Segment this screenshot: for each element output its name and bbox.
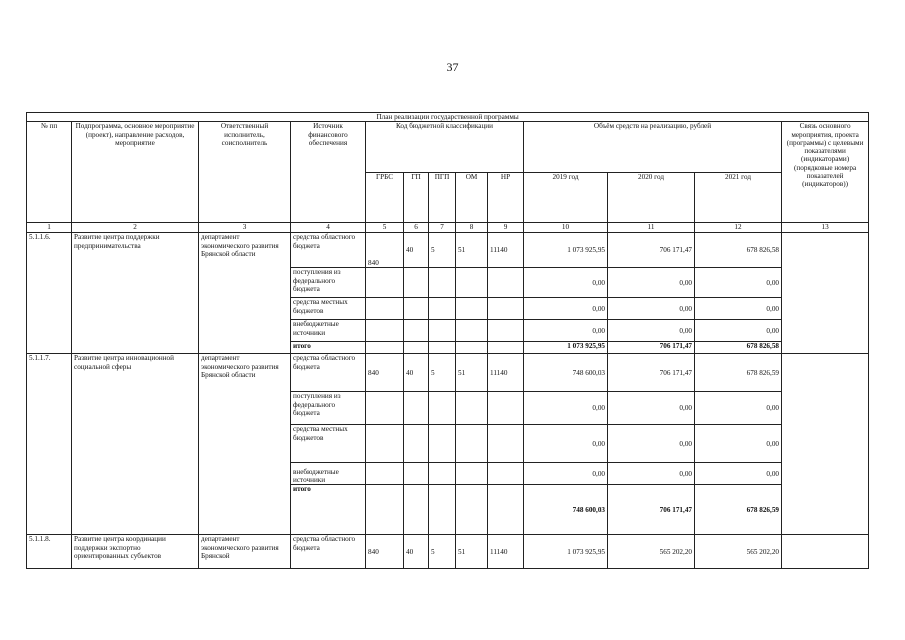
cell-2020: 706 171,47 <box>608 485 695 535</box>
row-source: поступления из федерального бюджета <box>291 268 366 298</box>
table-row <box>27 233 869 268</box>
cell-om: 51 <box>456 535 488 569</box>
cell-2021: 0,00 <box>695 298 782 320</box>
header-om: ОМ <box>456 172 488 223</box>
cell-pgp: 5 <box>429 233 456 268</box>
col-number: 5 <box>366 223 404 233</box>
row-num: 5.1.1.8. <box>27 535 72 569</box>
cell-2020: 0,00 <box>608 392 695 425</box>
row-source: средства областного бюджета <box>291 354 366 392</box>
row-num: 5.1.1.7. <box>27 354 72 535</box>
cell-link <box>782 354 869 535</box>
row-source: средства местных бюджетов <box>291 425 366 463</box>
cell-2021: 678 826,59 <box>695 485 782 535</box>
row-name: Развитие центра поддержки предпринимательства <box>72 233 199 354</box>
plan-table <box>26 112 869 569</box>
col-number: 4 <box>291 223 366 233</box>
col-number: 1 <box>27 223 72 233</box>
cell-2021: 678 826,58 <box>695 233 782 268</box>
row-source: средства областного бюджета <box>291 535 366 569</box>
row-executor: департамент экономического развития Брянской <box>199 535 291 569</box>
header-link: Связь основного мероприятия, проекта (программы) с целевыми показателями (индикаторами) (порядковые номера показателей (индикаторов)) <box>782 122 869 223</box>
row-source: средства областного бюджета <box>291 233 366 268</box>
cell-nr: 11140 <box>488 233 524 268</box>
col-number: 10 <box>524 223 608 233</box>
cell-2019: 1 073 925,95 <box>524 535 608 569</box>
cell-gp: 40 <box>404 535 429 569</box>
cell-2021: 0,00 <box>695 425 782 463</box>
row-num: 5.1.1.6. <box>27 233 72 354</box>
cell-gp: 40 <box>404 233 429 268</box>
cell-2019: 0,00 <box>524 463 608 485</box>
header-grbs: ГРБС <box>366 172 404 223</box>
cell-2020: 0,00 <box>608 463 695 485</box>
row-source: средства местных бюджетов <box>291 298 366 320</box>
table-row <box>27 535 869 569</box>
header-gp: ГП <box>404 172 429 223</box>
header-subprogram: Подпрограмма, основное мероприятие (проект), направление расходов, мероприятие <box>72 122 199 223</box>
table-row <box>27 354 869 392</box>
header-nr: НР <box>488 172 524 223</box>
header-2020: 2020 год <box>608 172 695 223</box>
cell-gp: 40 <box>404 354 429 392</box>
cell-grbs: 840 <box>366 354 404 392</box>
header-2019: 2019 год <box>524 172 608 223</box>
cell-link <box>782 233 869 354</box>
cell-nr: 11140 <box>488 354 524 392</box>
cell-2020: 0,00 <box>608 298 695 320</box>
header-2021: 2021 год <box>695 172 782 223</box>
cell-2019: 0,00 <box>524 392 608 425</box>
cell-om: 51 <box>456 354 488 392</box>
header-executor: Ответственный исполнитель, соисполнитель <box>199 122 291 223</box>
cell-2021: 0,00 <box>695 392 782 425</box>
header-budget-code: Код бюджетной классификации <box>366 122 524 173</box>
table-title: План реализации государственной программы <box>27 113 869 122</box>
col-number: 2 <box>72 223 199 233</box>
col-number: 6 <box>404 223 429 233</box>
row-source: внебюджетные источники <box>291 463 366 485</box>
cell-2019: 0,00 <box>524 268 608 298</box>
header-source: Источник финансового обеспечения <box>291 122 366 223</box>
col-number: 12 <box>695 223 782 233</box>
row-source: поступления из федерального бюджета <box>291 392 366 425</box>
cell-pgp: 5 <box>429 354 456 392</box>
col-number: 7 <box>429 223 456 233</box>
header-volume: Объём средств на реализацию, рублей <box>524 122 782 173</box>
cell-2021: 565 202,20 <box>695 535 782 569</box>
cell-2021: 0,00 <box>695 268 782 298</box>
cell-2019: 0,00 <box>524 425 608 463</box>
cell-nr: 11140 <box>488 535 524 569</box>
row-executor: департамент экономического развития Брянской области <box>199 233 291 354</box>
cell-grbs: 840 <box>366 535 404 569</box>
cell-om: 51 <box>456 233 488 268</box>
header-pgp: ПГП <box>429 172 456 223</box>
cell-2021: 678 826,58 <box>695 342 782 354</box>
cell-2021: 0,00 <box>695 320 782 342</box>
cell-2019: 0,00 <box>524 320 608 342</box>
cell-2020: 0,00 <box>608 425 695 463</box>
cell-2020: 0,00 <box>608 320 695 342</box>
col-number: 11 <box>608 223 695 233</box>
col-number: 8 <box>456 223 488 233</box>
cell-2020: 706 171,47 <box>608 233 695 268</box>
row-name: Развитие центра координации поддержки экспортно ориентированных субъектов <box>72 535 199 569</box>
cell-2019: 1 073 925,95 <box>524 233 608 268</box>
header-num: № пп <box>27 122 72 223</box>
cell-2019: 748 600,03 <box>524 485 608 535</box>
cell-2020: 706 171,47 <box>608 342 695 354</box>
page-number: 37 <box>446 60 459 74</box>
cell-link <box>782 535 869 569</box>
col-number: 13 <box>782 223 869 233</box>
cell-2020: 706 171,47 <box>608 354 695 392</box>
cell-2021: 0,00 <box>695 463 782 485</box>
row-executor: департамент экономического развития Брянской области <box>199 354 291 535</box>
cell-2019: 748 600,03 <box>524 354 608 392</box>
cell-2019: 0,00 <box>524 298 608 320</box>
cell-2019: 1 073 925,95 <box>524 342 608 354</box>
col-number: 9 <box>488 223 524 233</box>
row-source: итого <box>291 342 366 354</box>
col-number: 3 <box>199 223 291 233</box>
cell-pgp: 5 <box>429 535 456 569</box>
cell-grbs: 840 <box>366 233 404 268</box>
cell-2020: 565 202,20 <box>608 535 695 569</box>
cell-2020: 0,00 <box>608 268 695 298</box>
cell-2021: 678 826,59 <box>695 354 782 392</box>
row-source: внебюджетные источники <box>291 320 366 342</box>
row-source: итого <box>291 485 366 535</box>
row-name: Развитие центра инновационной социальной сферы <box>72 354 199 535</box>
